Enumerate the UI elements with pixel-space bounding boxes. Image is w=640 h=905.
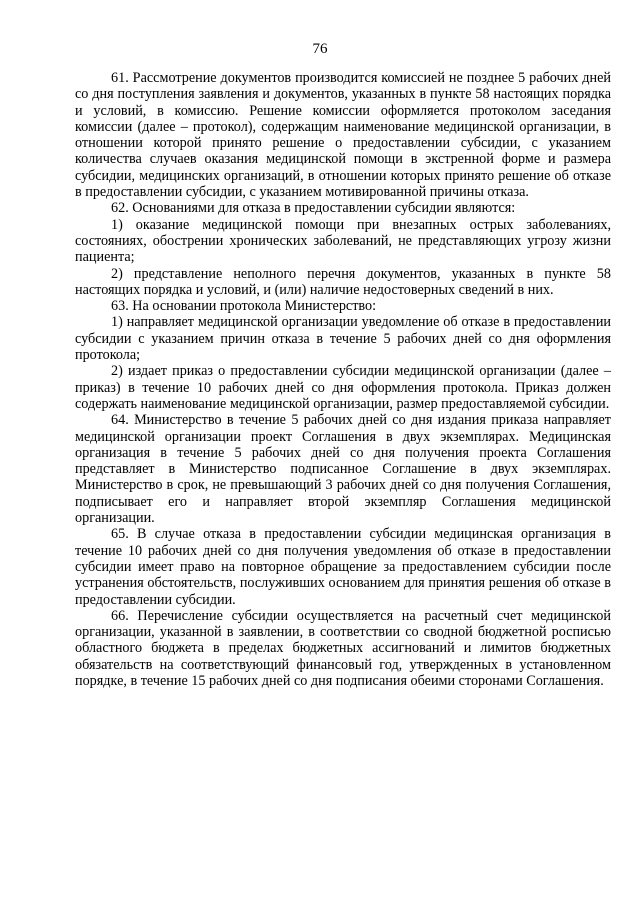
paragraph-62-item-1: 1) оказание медицинской помощи при внезапных острых заболеваниях, состояниях, обострении хронических заболеваний, не представляющих угрозу жизни пациента; [75, 216, 611, 266]
paragraph-62-item-2: 2) представление неполного перечня документов, указанных в пункте 58 настоящих порядка и условий, и (или) наличие недостоверных сведений в них. [75, 265, 611, 298]
document-body [75, 70, 611, 689]
paragraph-63-item-1: 1) направляет медицинской организации уведомление об отказе в предоставлении субсидии с указанием причин отказа в течение 5 рабочих дней со дня оформления протокола; [75, 314, 611, 364]
paragraph-66: 66. Перечисление субсидии осуществляется на расчетный счет медицинской организации, указанной в заявлении, в соответствии со сводной бюджетной росписью областного бюджета в пределах бюджетных ассигнований и лимитов бюджетных обязательств на соответствующий финансовый год, утвержденных в установленном порядке, в течение 15 рабочих дней со дня подписания обеими сторонами Соглашения. [75, 607, 611, 689]
paragraph-61: 61. Рассмотрение документов производится комиссией не позднее 5 рабочих дней со дня поступления заявления и документов, указанных в пункте 58 настоящих порядка и условий, в комиссию. Решение комиссии оформляется протоколом заседания комиссии (далее – протокол), содержащим наименование медицинской организации, в отношении которой принято решение о предоставлении субсидии, с указанием количества случаев оказания медицинской помощи в экстренной форме и размера субсидии, медицинских организаций, в отношении которых принято решение об отказе в предоставлении субсидии, с указанием мотивированной причины отказа. [75, 70, 611, 201]
page-number: 76 [312, 41, 328, 57]
paragraph-64: 64. Министерство в течение 5 рабочих дней со дня издания приказа направляет медицинской организации проект Соглашения в двух экземплярах. Медицинская организация в течение 5 рабочих дней со дня получения проекта Соглашения представляет в Министерство подписанное Соглашение в двух экземплярах. Министерство в срок, не превышающий 3 рабочих дней со дня получения Соглашения, подписывает его и направляет второй экземпляр Соглашения медицинской организации. [75, 412, 611, 527]
paragraph-65: 65. В случае отказа в предоставлении субсидии медицинская организация в течение 10 рабочих дней со дня получения уведомления об отказе в предоставлении субсидии имеет право на повторное обращение за предоставлением субсидии после устранения обстоятельств, послуживших основанием для принятия решения об отказе в предоставлении субсидии. [75, 526, 611, 608]
paragraph-63-item-2: 2) издает приказ о предоставлении субсидии медицинской организации (далее – приказ) в течение 10 рабочих дней со дня оформления протокола. Приказ должен содержать наименование медицинской организации, размер предоставляемой субсидии. [75, 363, 611, 412]
paragraph-62: 62. Основаниями для отказа в предоставлении субсидии являются: [111, 200, 516, 217]
paragraph-63: 63. На основании протокола Министерство: [111, 298, 377, 315]
